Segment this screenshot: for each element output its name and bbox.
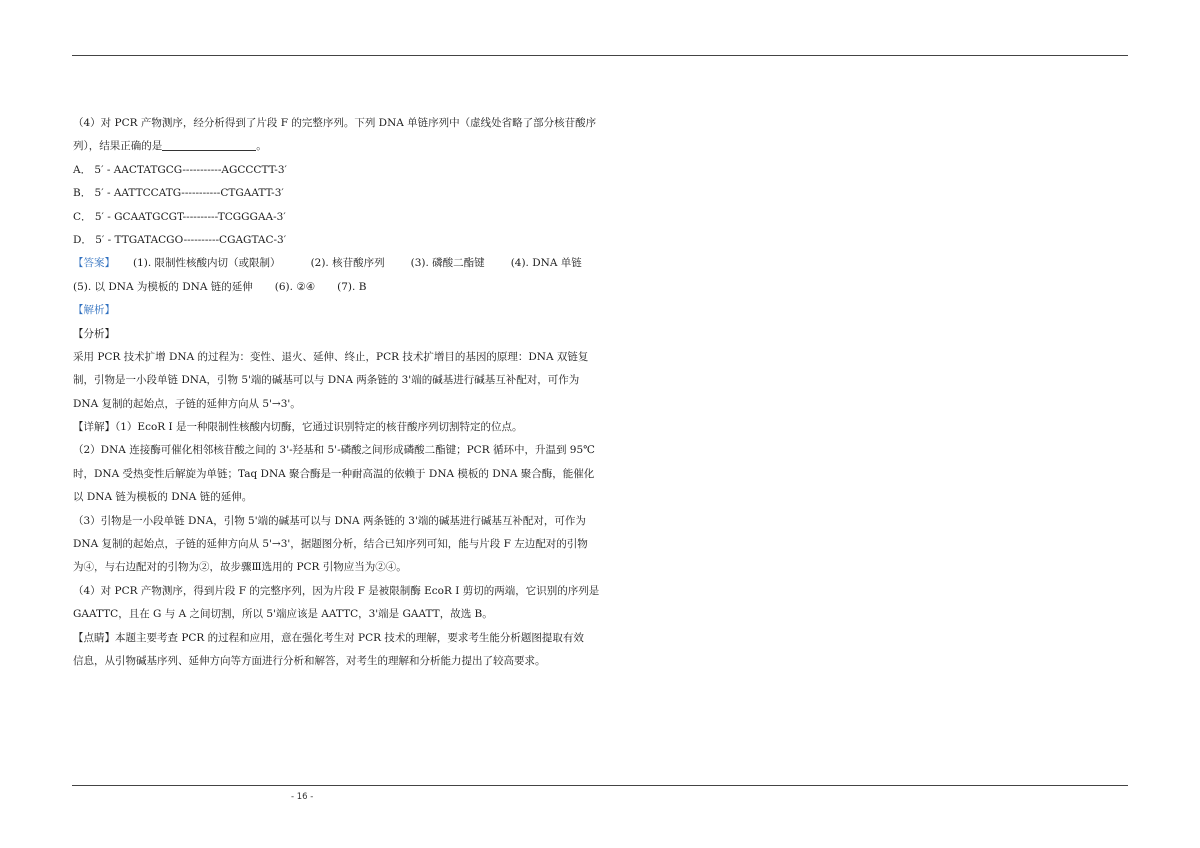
answer-item-7: (7). B xyxy=(337,280,367,293)
option-d: D． 5′ - TTGATACGO----------CGAGTAC-3′ xyxy=(73,233,287,246)
question-stem-line-1: （4）对 PCR 产物测序，经分析得到了片段 F 的完整序列。下列 DNA 单链序列中（虚线处省略了部分核苷酸序 xyxy=(73,117,597,129)
option-a: A． 5′ - AACTATGCG-----------AGCCCTT-3′ xyxy=(73,163,287,176)
question-stem-line-2-text: 列），结果正确的是 xyxy=(73,140,163,153)
detail-line-3: 时，DNA 受热变性后解旋为单链；Taq DNA 聚合酶是一种耐高温的依赖于 DNA 模板的 DNA 聚合酶，能催化 xyxy=(73,467,595,480)
question-stem-line-2-end: 。 xyxy=(256,140,267,153)
detail-line-9: GAATTC，且在 G 与 A 之间切割，所以 5'端应该是 AATTC，3'端是 GAATT，故选 B。 xyxy=(73,608,493,621)
question-stem-line-2 xyxy=(73,135,593,158)
answer-line-1 xyxy=(73,252,593,275)
footer-rule xyxy=(72,785,1128,786)
document-body xyxy=(73,112,600,673)
detail-line-1: 【详解】（1）EcoR Ⅰ 是一种限制性核酸内切酶，它通过识别特定的核苷酸序列切割特定的位点。 xyxy=(73,421,523,434)
detail-line-8: （4）对 PCR 产物测序，得到片段 F 的完整序列，因为片段 F 是被限制酶 EcoR Ⅰ 剪切的两端，它识别的序列是 xyxy=(73,584,600,597)
detail-line-4: 以 DNA 链为模板的 DNA 链的延伸。 xyxy=(73,491,253,504)
answer-item-1: (1). 限制性核酸内切（或限制） xyxy=(133,257,281,270)
answer-blank xyxy=(162,139,256,151)
fenxi-label: 【分析】 xyxy=(73,327,115,340)
comment-line-2: 信息，从引物碱基序列、延伸方向等方面进行分析和解答，对考生的理解和分析能力提出了较高要求。 xyxy=(73,654,546,667)
detail-line-2: （2）DNA 连接酶可催化相邻核苷酸之间的 3'-羟基和 5'-磷酸之间形成磷酸二酯键；PCR 循环中，升温到 95℃ xyxy=(73,444,595,457)
option-c: C． 5′ - GCAATGCGT----------TCGGGAA-3′ xyxy=(73,210,286,223)
detail-line-6: DNA 复制的起始点，子链的延伸方向从 5'→3'，据题图分析，结合已知序列可知，能与片段 F 左边配对的引物 xyxy=(73,538,588,551)
fenxi-line-2: 制，引物是一小段单链 DNA，引物 5'端的碱基可以与 DNA 两条链的 3'端的碱基进行碱基互补配对，可作为 xyxy=(73,374,580,387)
analysis-label: 【解析】 xyxy=(73,304,115,317)
answer-item-5: (5). 以 DNA 为模板的 DNA 链的延伸 xyxy=(73,280,253,293)
answer-item-6: (6). ②④ xyxy=(274,280,316,293)
comment-line-1: 【点睛】本题主要考查 PCR 的过程和应用，意在强化考生对 PCR 技术的理解，要求考生能分析题图提取有效 xyxy=(73,631,584,644)
detail-line-5: （3）引物是一小段单链 DNA，引物 5'端的碱基可以与 DNA 两条链的 3'端的碱基进行碱基互补配对，可作为 xyxy=(73,514,586,527)
answer-item-3: (3). 磷酸二酯键 xyxy=(410,257,485,270)
header-rule xyxy=(72,55,1128,56)
fenxi-line-1: 采用 PCR 技术扩增 DNA 的过程为：变性、退火、延伸、终止，PCR 技术扩增目的基因的原理：DNA 双链复 xyxy=(73,350,589,363)
answer-line-2 xyxy=(73,276,593,299)
option-b: B． 5′ - AATTCCATG-----------CTGAATT-3′ xyxy=(73,187,284,200)
detail-line-7: 为④，与右边配对的引物为②，故步骤Ⅲ选用的 PCR 引物应当为②④。 xyxy=(73,561,407,574)
page-number: - 16 - xyxy=(291,792,314,802)
answer-item-4: (4). DNA 单链 xyxy=(510,257,582,270)
answer-item-2: (2). 核苷酸序列 xyxy=(310,257,385,270)
answer-label: 【答案】 xyxy=(73,257,115,270)
fenxi-line-3: DNA 复制的起始点，子链的延伸方向从 5'→3'。 xyxy=(73,397,301,410)
